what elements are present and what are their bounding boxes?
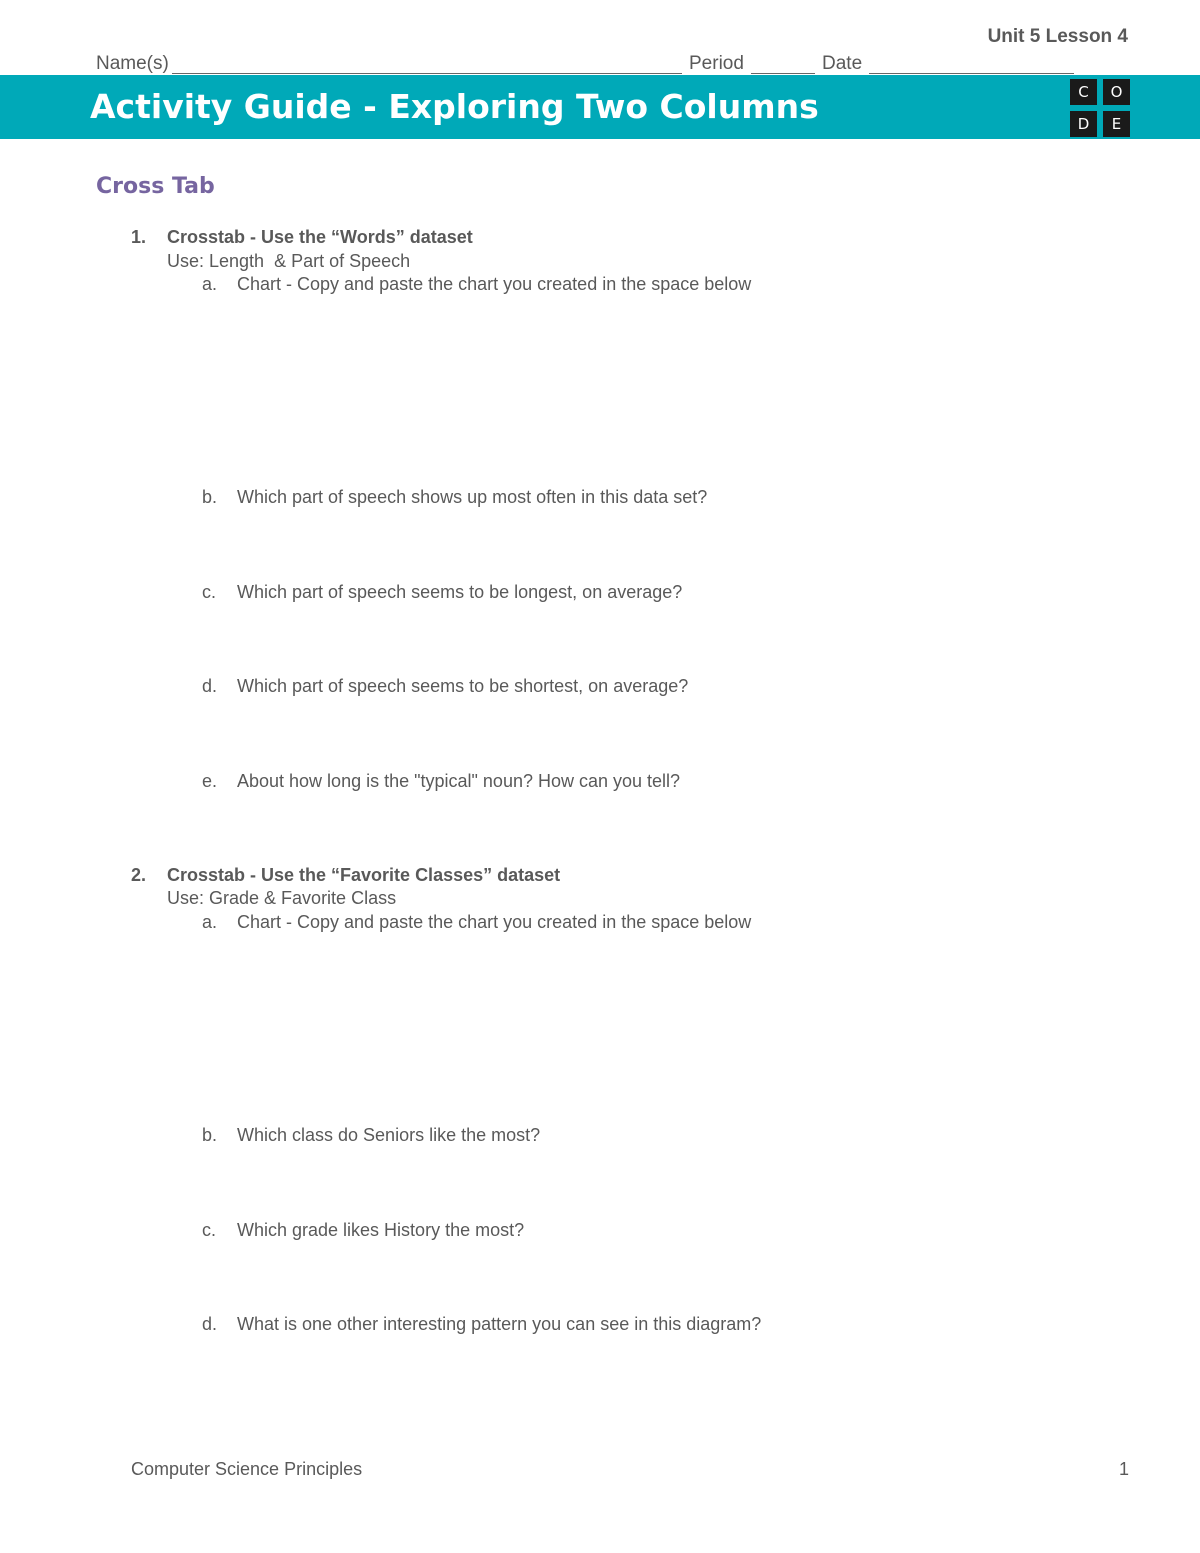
section-heading: Cross Tab	[96, 174, 215, 199]
footer-page-number: 1	[1119, 1459, 1130, 1479]
question-2-title: Crosstab - Use the “Favorite Classes” dataset	[167, 865, 561, 885]
unit-lesson-label: Unit 5 Lesson 4	[987, 26, 1128, 47]
page-title: Activity Guide - Exploring Two Columns	[90, 87, 819, 126]
question-1e-letter: e.	[202, 771, 218, 791]
logo-letter-e: E	[1103, 111, 1130, 137]
question-2c-answer-space[interactable]	[237, 1245, 1037, 1313]
question-1a-answer-space[interactable]	[237, 300, 1037, 480]
logo-letter-d: D	[1070, 111, 1097, 137]
question-2b-answer-space[interactable]	[237, 1150, 1037, 1218]
question-1d-text: Which part of speech seems to be shortest, on average?	[237, 676, 689, 696]
question-1d-letter: d.	[202, 676, 218, 696]
question-1a-letter: a.	[202, 274, 218, 294]
period-label: Period	[689, 53, 744, 74]
names-blank-line[interactable]	[172, 73, 682, 74]
date-blank-line[interactable]	[869, 73, 1074, 74]
question-1b-answer-space[interactable]	[237, 512, 1037, 580]
code-logo	[1070, 79, 1132, 137]
question-1e-text: About how long is the "typical" noun? How can you tell?	[237, 771, 681, 791]
question-2a-answer-space[interactable]	[237, 938, 1037, 1118]
question-1e-answer-space[interactable]	[237, 796, 1037, 864]
question-1d-answer-space[interactable]	[237, 701, 1037, 769]
question-2a-letter: a.	[202, 912, 218, 932]
question-1b-text: Which part of speech shows up most often in this data set?	[237, 487, 708, 507]
question-1b-letter: b.	[202, 487, 218, 507]
question-2c-text: Which grade likes History the most?	[237, 1220, 525, 1240]
question-2-number: 2.	[131, 865, 147, 885]
logo-letter-c: C	[1070, 79, 1097, 105]
period-blank-line[interactable]	[751, 73, 815, 74]
question-2a-text: Chart - Copy and paste the chart you created in the space below	[237, 912, 752, 932]
question-1c-letter: c.	[202, 582, 217, 602]
names-label: Name(s)	[96, 53, 169, 74]
logo-letter-o: O	[1103, 79, 1130, 105]
question-1-number: 1.	[131, 227, 147, 247]
question-1c-answer-space[interactable]	[237, 607, 1037, 675]
question-1-title: Crosstab - Use the “Words” dataset	[167, 227, 473, 247]
date-label: Date	[822, 53, 863, 74]
question-2d-letter: d.	[202, 1314, 218, 1334]
question-1-use: Use: Length & Part of Speech	[167, 251, 411, 271]
question-2b-text: Which class do Seniors like the most?	[237, 1125, 541, 1145]
title-banner	[0, 75, 1200, 139]
question-2b-letter: b.	[202, 1125, 218, 1145]
question-1c-text: Which part of speech seems to be longest, on average?	[237, 582, 683, 602]
question-2c-letter: c.	[202, 1220, 217, 1240]
footer-course: Computer Science Principles	[131, 1459, 363, 1479]
question-2d-text: What is one other interesting pattern you can see in this diagram?	[237, 1314, 762, 1334]
question-1a-text: Chart - Copy and paste the chart you created in the space below	[237, 274, 752, 294]
question-2d-answer-space[interactable]	[237, 1340, 1037, 1440]
question-2-use: Use: Grade & Favorite Class	[167, 888, 397, 908]
